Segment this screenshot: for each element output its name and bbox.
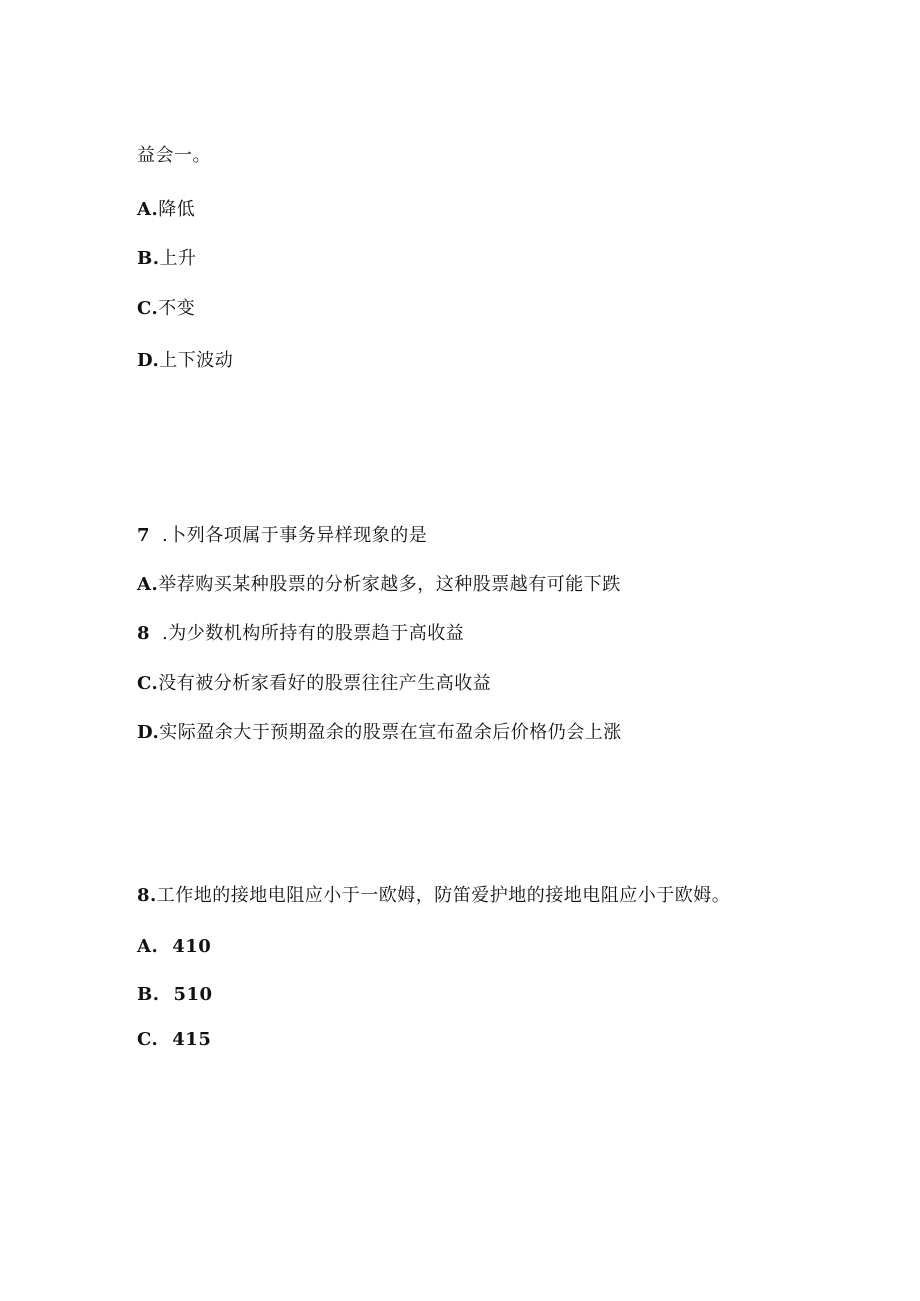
option-text: 上下波动 <box>159 350 234 371</box>
option-letter: A. <box>137 574 159 595</box>
q8-option-c <box>137 1028 211 1052</box>
q6-option-d <box>137 349 233 373</box>
option-letter: B. <box>137 248 160 269</box>
question-text: 工作地的接地电阻应小于一欧姆，防笛爱护地的接地电阻应小于欧姆。 <box>156 885 731 906</box>
option-letter: D. <box>137 350 160 371</box>
q8-stem <box>137 884 730 908</box>
q6-stem-tail: 益会一。 <box>137 145 211 166</box>
option-text: 415 <box>172 1029 212 1050</box>
q7-option-d <box>137 721 622 745</box>
q6-option-a <box>137 198 195 222</box>
option-text: 410 <box>172 936 212 957</box>
option-letter: A. <box>137 199 159 220</box>
q7-stem <box>137 524 427 548</box>
option-letter: C. <box>137 673 159 694</box>
question-number: 8. <box>137 885 157 906</box>
option-text: 510 <box>173 984 213 1005</box>
option-letter: 8 <box>137 623 151 644</box>
q8-option-b <box>137 983 213 1007</box>
option-text: 举荐购买某种股票的分析家越多，这种股票越有可能下跌 <box>158 574 621 595</box>
q7-option-c <box>137 672 491 696</box>
option-letter: A. <box>137 936 159 957</box>
q7-option-a <box>137 573 621 597</box>
option-text: 上升 <box>159 248 197 269</box>
option-letter: D. <box>137 722 160 743</box>
option-letter: C. <box>137 1029 159 1050</box>
q7-option-b <box>137 622 464 646</box>
question-text: .卜列各项属于事务异样现象的是 <box>162 525 428 546</box>
q6-option-b <box>137 247 196 271</box>
q8-option-a <box>137 935 211 959</box>
option-text: 实际盈余大于预期盈余的股票在宣布盈余后价格仍会上涨 <box>159 722 622 743</box>
option-letter: B. <box>137 984 160 1005</box>
option-letter: C. <box>137 298 159 319</box>
option-text: 不变 <box>158 298 196 319</box>
q6-option-c <box>137 297 195 321</box>
option-text: 降低 <box>158 199 196 220</box>
question-number: 7 <box>137 525 151 546</box>
option-text: .为少数机构所持有的股票趋于高收益 <box>162 623 465 644</box>
option-text: 没有被分析家看好的股票往往产生高收益 <box>158 673 492 694</box>
